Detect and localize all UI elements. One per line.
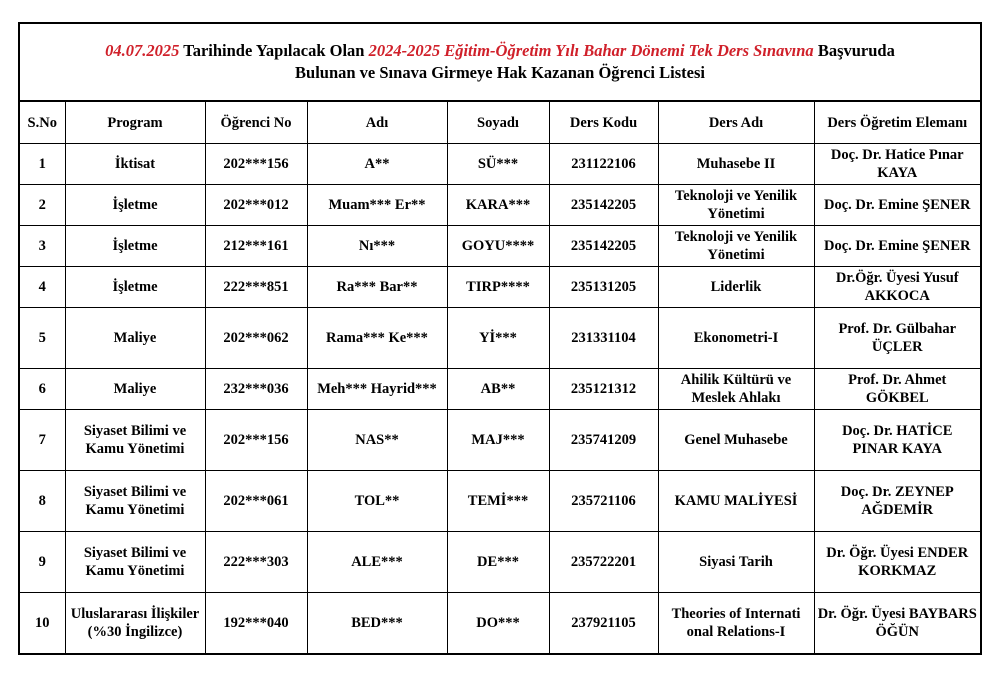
table-row (20, 369, 980, 410)
cell-surname: TIRP**** (447, 267, 549, 308)
cell-instructor: Doç. Dr. ZEYNEP AĞDEMİR (814, 471, 980, 532)
cell-surname: KARA*** (447, 185, 549, 226)
cell-course-name: Genel Muhasebe (658, 410, 814, 471)
cell-course-code: 237921105 (549, 593, 658, 654)
cell-surname: AB** (447, 369, 549, 410)
title-line-1 (105, 40, 895, 62)
cell-program: İşletme (65, 267, 205, 308)
header-sno: S.No (20, 102, 65, 144)
table-row (20, 226, 980, 267)
title-line-2: Bulunan ve Sınava Girmeye Hak Kazanan Öğrenci Listesi (295, 63, 705, 82)
cell-instructor: Doç. Dr. Emine ŞENER (814, 185, 980, 226)
cell-sno: 1 (20, 144, 65, 185)
header-instructor: Ders Öğretim Elemanı (814, 102, 980, 144)
cell-course-code: 231331104 (549, 308, 658, 369)
cell-course-name: KAMU MALİYESİ (658, 471, 814, 532)
cell-program: Siyaset Bilimi ve Kamu Yönetimi (65, 471, 205, 532)
document-title (20, 24, 980, 102)
title-exam: 2024-2025 Eğitim-Öğretim Yılı Bahar Dönemi Tek Ders Sınavına (368, 41, 814, 60)
cell-instructor: Doç. Dr. HATİCE PINAR KAYA (814, 410, 980, 471)
header-course-name: Ders Adı (658, 102, 814, 144)
cell-program: Uluslararası İlişkiler (%30 İngilizce) (65, 593, 205, 654)
cell-program: İşletme (65, 185, 205, 226)
cell-sno: 4 (20, 267, 65, 308)
table-row (20, 144, 980, 185)
cell-instructor: Prof. Dr. Ahmet GÖKBEL (814, 369, 980, 410)
cell-name: ALE*** (307, 532, 447, 593)
cell-program: Maliye (65, 369, 205, 410)
cell-surname: SÜ*** (447, 144, 549, 185)
cell-instructor: Dr.Öğr. Üyesi Yusuf AKKOCA (814, 267, 980, 308)
cell-course-code: 235142205 (549, 226, 658, 267)
cell-student-no: 192***040 (205, 593, 307, 654)
title-date: 04.07.2025 (105, 41, 180, 60)
cell-surname: Yİ*** (447, 308, 549, 369)
header-program: Program (65, 102, 205, 144)
cell-name: A** (307, 144, 447, 185)
cell-surname: MAJ*** (447, 410, 549, 471)
cell-instructor: Dr. Öğr. Üyesi BAYBARS ÖĞÜN (814, 593, 980, 654)
cell-name: Muam*** Er** (307, 185, 447, 226)
cell-student-no: 202***156 (205, 144, 307, 185)
cell-name: BED*** (307, 593, 447, 654)
cell-student-no: 222***303 (205, 532, 307, 593)
cell-instructor: Dr. Öğr. Üyesi ENDER KORKMAZ (814, 532, 980, 593)
cell-name: Rama*** Ke*** (307, 308, 447, 369)
student-table (20, 102, 980, 654)
cell-course-code: 235722201 (549, 532, 658, 593)
table-row (20, 267, 980, 308)
title-text-1: Tarihinde Yapılacak Olan (179, 41, 369, 60)
table-body (20, 144, 980, 654)
table-row (20, 185, 980, 226)
cell-course-name: Teknoloji ve Yenilik Yönetimi (658, 185, 814, 226)
cell-instructor: Prof. Dr. Gülbahar ÜÇLER (814, 308, 980, 369)
cell-program: İşletme (65, 226, 205, 267)
cell-course-code: 235121312 (549, 369, 658, 410)
cell-student-no: 222***851 (205, 267, 307, 308)
table-row (20, 593, 980, 654)
cell-name: Meh*** Hayrid*** (307, 369, 447, 410)
cell-program: Siyaset Bilimi ve Kamu Yönetimi (65, 532, 205, 593)
cell-sno: 10 (20, 593, 65, 654)
title-text-2: Başvuruda (813, 41, 895, 60)
cell-name: NAS** (307, 410, 447, 471)
header-student-no: Öğrenci No (205, 102, 307, 144)
cell-course-code: 235142205 (549, 185, 658, 226)
cell-name: Nı*** (307, 226, 447, 267)
cell-course-code: 235131205 (549, 267, 658, 308)
cell-course-name: Muhasebe II (658, 144, 814, 185)
cell-name: Ra*** Bar** (307, 267, 447, 308)
cell-sno: 2 (20, 185, 65, 226)
cell-course-code: 235721106 (549, 471, 658, 532)
header-course-code: Ders Kodu (549, 102, 658, 144)
cell-program: Siyaset Bilimi ve Kamu Yönetimi (65, 410, 205, 471)
table-row (20, 308, 980, 369)
cell-sno: 9 (20, 532, 65, 593)
header-name: Adı (307, 102, 447, 144)
cell-surname: DE*** (447, 532, 549, 593)
table-row (20, 410, 980, 471)
cell-surname: DO*** (447, 593, 549, 654)
cell-course-code: 231122106 (549, 144, 658, 185)
cell-course-name: Siyasi Tarih (658, 532, 814, 593)
cell-student-no: 202***062 (205, 308, 307, 369)
cell-student-no: 212***161 (205, 226, 307, 267)
cell-sno: 6 (20, 369, 65, 410)
cell-course-name: Ekonometri-I (658, 308, 814, 369)
cell-surname: GOYU**** (447, 226, 549, 267)
cell-surname: TEMİ*** (447, 471, 549, 532)
header-surname: Soyadı (447, 102, 549, 144)
document-frame (18, 22, 982, 655)
table-header-row (20, 102, 980, 144)
cell-course-code: 235741209 (549, 410, 658, 471)
cell-name: TOL** (307, 471, 447, 532)
cell-program: Maliye (65, 308, 205, 369)
cell-sno: 5 (20, 308, 65, 369)
cell-sno: 3 (20, 226, 65, 267)
cell-sno: 7 (20, 410, 65, 471)
cell-course-name: Liderlik (658, 267, 814, 308)
cell-program: İktisat (65, 144, 205, 185)
cell-student-no: 202***156 (205, 410, 307, 471)
cell-student-no: 232***036 (205, 369, 307, 410)
cell-instructor: Doç. Dr. Hatice Pınar KAYA (814, 144, 980, 185)
cell-course-name: Teknoloji ve Yenilik Yönetimi (658, 226, 814, 267)
table-row (20, 532, 980, 593)
cell-student-no: 202***012 (205, 185, 307, 226)
cell-instructor: Doç. Dr. Emine ŞENER (814, 226, 980, 267)
cell-course-name: Theories of Internati onal Relations-I (658, 593, 814, 654)
cell-course-name: Ahilik Kültürü ve Meslek Ahlakı (658, 369, 814, 410)
table-row (20, 471, 980, 532)
cell-student-no: 202***061 (205, 471, 307, 532)
cell-sno: 8 (20, 471, 65, 532)
